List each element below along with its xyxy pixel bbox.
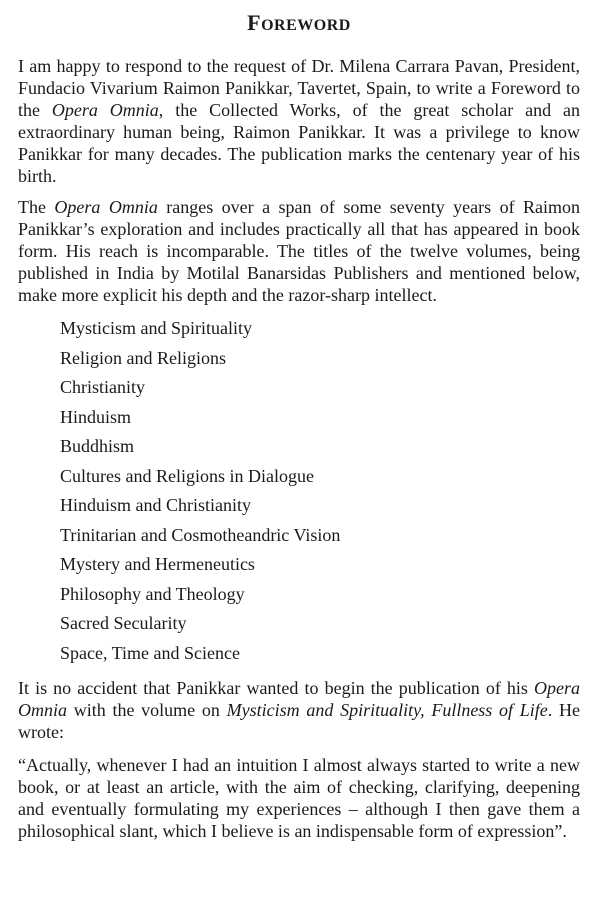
intro-italic-opera-omnia: Opera Omnia [51, 100, 159, 120]
volume-item: Space, Time and Science [60, 642, 240, 663]
intro-text-2: , the Collected Works, of the great scholar and an extraordinary human being, Raimon Panikkar. It was a privilege to know Panikkar for many decades. The publication marks the centenary year of his birth. [18, 100, 580, 186]
volume-item: Buddhism [60, 436, 135, 456]
volume-item: Philosophy and Theology [60, 583, 245, 604]
mysticism-text-3: . He wrote: [18, 700, 580, 742]
volume-list [18, 314, 580, 668]
scope-italic-opera-omnia: Opera Omnia [54, 197, 158, 217]
volume-item: Mysticism and Spirituality [60, 318, 252, 338]
volume-item: Mystery and Hermeneutics [60, 554, 255, 574]
title-rest: OREWORD [261, 17, 351, 34]
scope-paragraph [18, 196, 580, 306]
volume-item: Religion and Religions [60, 347, 226, 368]
page-title [18, 10, 580, 36]
volume-item: Trinitarian and Cosmotheandric Vision [60, 524, 341, 545]
mysticism-paragraph [18, 677, 580, 743]
title-initial: F [247, 10, 262, 35]
scope-text-1: The [18, 197, 55, 217]
mysticism-text-1: It is no accident that Panikkar wanted to begin the publication of his [18, 678, 534, 698]
mysticism-italic-opera-omnia: Opera Omnia [18, 678, 580, 720]
volume-item: Cultures and Religions in Dialogue [60, 465, 314, 486]
mysticism-italic-volume-title: Mysticism and Spirituality, Fullness of Life [226, 700, 548, 720]
volume-item: Hinduism [60, 406, 132, 427]
intro-paragraph [18, 55, 580, 187]
volume-item: Christianity [60, 377, 145, 397]
quote-paragraph: “Actually, whenever I had an intuition I almost always started to write a new book, or at least an article, with the aim of checking, clarifying, deepening and eventually formulating my experiences – although I then gave them a philosophical slant, which I believe is an indispensable form of expression”. [18, 755, 580, 841]
volume-item: Sacred Secularity [60, 613, 187, 633]
scope-text-2: ranges over a span of some seventy years of Raimon Panikkar’s exploration and includes practically all that has appeared in book form. His reach is incomparable. The titles of the twelve volumes, being published in India by Motilal Banarsidas Publishers and mentioned below, make more explicit his depth and the razor-sharp intellect. [18, 197, 581, 305]
intro-text-1: I am happy to respond to the request of Dr. Milena Carrara Pavan, President, Fundacio Vivarium Raimon Panikkar, Tavertet, Spain, to write a Foreword to the [18, 56, 580, 120]
document-page [0, 10, 600, 907]
volume-item: Hinduism and Christianity [60, 495, 251, 515]
mysticism-text-2: with the volume on [67, 700, 227, 720]
